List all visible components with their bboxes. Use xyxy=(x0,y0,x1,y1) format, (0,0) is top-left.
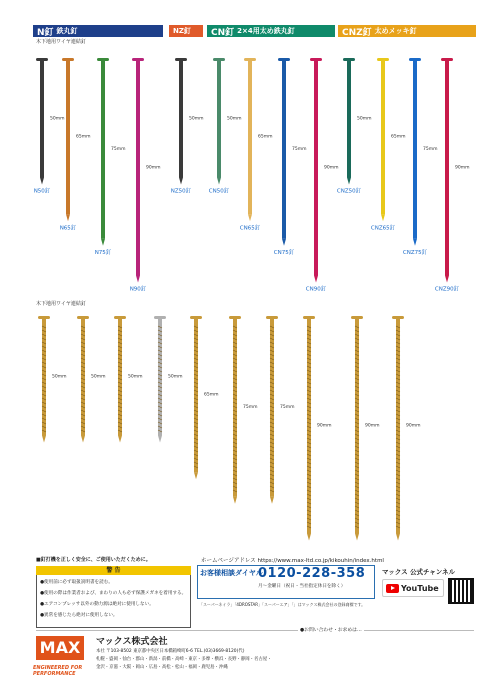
nail-head xyxy=(409,58,421,61)
nail-head xyxy=(213,58,225,61)
warning-box xyxy=(36,566,191,628)
safety-note: ■釘打機を正しく安全に、ご使用いただくために。 xyxy=(36,557,151,563)
homepage-link[interactable]: ホームページアドレス https://www.max-ltd.co.jp/kikouhin/index.html xyxy=(201,558,384,564)
address-line: 本社 〒103-8502 東京都中央区日本橋箱崎町6-6 TEL.(03)3669-8120(代) xyxy=(96,649,245,654)
consult-phone[interactable]: 0120-228-358 xyxy=(258,566,366,581)
nail-label: N75釘 xyxy=(94,249,112,256)
nail-length: 50mm xyxy=(227,116,242,122)
nail-head xyxy=(266,316,278,319)
nail-head xyxy=(303,316,315,319)
nail-shank xyxy=(347,61,351,178)
nail-head xyxy=(244,58,256,61)
section-label-top: 木下地用ワイヤ連結釘 xyxy=(36,39,86,45)
nail-shank xyxy=(40,61,44,178)
address-line: 札幌・盛岡・仙台・郡山・新潟・前橋・高崎・東京・多摩・横浜・長野・静岡・名古屋・ xyxy=(96,657,272,662)
header-cn: CN釘 2×4用太め鉄丸釘 xyxy=(207,25,335,37)
warning-line: ●エアコンプレッサ以外の動力源は絶対に使用しない。 xyxy=(40,602,154,607)
nail-head xyxy=(278,58,290,61)
nail-tip xyxy=(158,436,162,443)
nail-length: 50mm xyxy=(128,374,143,380)
nail-length: 50mm xyxy=(168,374,183,380)
consult-hours: 月～金曜日（祝日・当社指定休日を除く） xyxy=(258,584,346,589)
nail-label: N90釘 xyxy=(129,286,147,293)
nail-head xyxy=(392,316,404,319)
nail-tip xyxy=(42,436,46,443)
nail-head xyxy=(132,58,144,61)
nail-shank xyxy=(445,61,449,276)
nail-tip xyxy=(413,239,417,246)
nail-head xyxy=(229,316,241,319)
nail-length: 90mm xyxy=(365,423,380,429)
nail-label: NZ50釘 xyxy=(170,188,192,195)
nail-head xyxy=(62,58,74,61)
nail-head xyxy=(36,58,48,61)
nail-shank xyxy=(217,61,221,178)
nail-tip xyxy=(217,178,221,185)
nail-label: CN90釘 xyxy=(305,286,327,293)
header-n: N釘 鉄丸釘 xyxy=(33,25,163,37)
nail-shank xyxy=(282,61,286,239)
nail-tip xyxy=(282,239,286,246)
nail-tip xyxy=(314,276,318,283)
nail-tip xyxy=(66,214,70,221)
nail-length: 65mm xyxy=(258,134,273,140)
nail-tip xyxy=(248,214,252,221)
nail-length: 75mm xyxy=(280,404,295,410)
warning-line: ●使用の際は作業者および、まわりの人も必ず保護メガネを着用する。 xyxy=(40,591,187,596)
nail-length: 50mm xyxy=(357,116,372,122)
header-cnz: CNZ釘 太めメッキ釘 xyxy=(338,25,476,37)
nail-head xyxy=(441,58,453,61)
nail-shank xyxy=(66,61,70,214)
nail-tip xyxy=(179,178,183,185)
nail-shank xyxy=(248,61,252,214)
nail-label: CN75釘 xyxy=(273,249,295,256)
nail-tip xyxy=(355,534,359,541)
nail-length: 50mm xyxy=(50,116,65,122)
divider xyxy=(36,630,474,631)
nail-head xyxy=(154,316,166,319)
nail-tip xyxy=(194,472,198,479)
nail-label: CN50釘 xyxy=(208,188,230,195)
nail-head xyxy=(377,58,389,61)
channel-label: マックス 公式チャンネル xyxy=(382,568,456,576)
nail-head xyxy=(343,58,355,61)
warning-line: ●異常を感じたら絶対に使用しない。 xyxy=(40,613,118,618)
nail-length: 65mm xyxy=(391,134,406,140)
nail-label: CNZ65釘 xyxy=(370,225,396,232)
nail-length: 65mm xyxy=(204,392,219,398)
nail-shank xyxy=(136,61,140,276)
nail-label: N50釘 xyxy=(33,188,51,195)
youtube-play-icon xyxy=(386,584,399,593)
nail-label: CNZ50釘 xyxy=(336,188,362,195)
nail-length: 90mm xyxy=(455,165,470,171)
qr-code xyxy=(448,578,474,604)
nail-head xyxy=(97,58,109,61)
tagline: ENGINEERED FOR PERFORMANCE xyxy=(33,665,83,677)
nail-length: 75mm xyxy=(111,146,126,152)
nail-length: 75mm xyxy=(243,404,258,410)
warning-title: 警 告 xyxy=(36,566,191,575)
header-nz: NZ釘 xyxy=(169,25,203,37)
nail-tip xyxy=(40,178,44,185)
nail-head xyxy=(38,316,50,319)
nail-shank xyxy=(179,61,183,178)
section-label-bottom: 木下地用ワイヤ連結釘 xyxy=(36,301,86,307)
nail-length: 90mm xyxy=(406,423,421,429)
nail-tip xyxy=(118,436,122,443)
youtube-badge[interactable] xyxy=(382,579,444,597)
nail-tip xyxy=(347,178,351,185)
company-name: マックス株式会社 xyxy=(96,637,168,647)
nail-length: 50mm xyxy=(52,374,67,380)
nail-head xyxy=(310,58,322,61)
nail-shank xyxy=(314,61,318,276)
nail-tip xyxy=(381,214,385,221)
nail-length: 50mm xyxy=(91,374,106,380)
nail-head xyxy=(175,58,187,61)
nail-tip xyxy=(81,436,85,443)
nail-shank xyxy=(413,61,417,239)
youtube-label: YouTube xyxy=(401,583,439,593)
nail-shank xyxy=(101,61,105,239)
nail-length: 75mm xyxy=(423,146,438,152)
nail-length: 65mm xyxy=(76,134,91,140)
nail-tip xyxy=(445,276,449,283)
dealer-label: ●お問い合わせ・お求めは… xyxy=(300,628,362,633)
nail-label: CN65釘 xyxy=(239,225,261,232)
address-line: 金沢・京滋・大阪・岡山・広島・高松・松山・福岡・鹿児島・沖縄 xyxy=(96,665,228,670)
warning-line: ●使用前に必ず取扱説明書を読む。 xyxy=(40,580,113,585)
nail-length: 90mm xyxy=(324,165,339,171)
nail-head xyxy=(190,316,202,319)
nail-tip xyxy=(307,534,311,541)
trademark-note: 「スーパーネイラ」「4DROSTAR」「スーパーエア」「」はマックス株式会社の登録商標です。 xyxy=(199,602,366,607)
nail-tip xyxy=(136,276,140,283)
nail-head xyxy=(77,316,89,319)
nail-length: 90mm xyxy=(317,423,332,429)
nail-tip xyxy=(270,497,274,504)
nail-length: 90mm xyxy=(146,165,161,171)
nail-tip xyxy=(101,239,105,246)
max-logo: MAX xyxy=(36,636,84,660)
nail-shank xyxy=(381,61,385,214)
nail-tip xyxy=(233,497,237,504)
nail-label: CNZ90釘 xyxy=(434,286,460,293)
nail-length: 50mm xyxy=(189,116,204,122)
consult-title: お客様相談ダイヤル xyxy=(200,569,263,577)
nail-label: CNZ75釘 xyxy=(402,249,428,256)
nail-label: N65釘 xyxy=(59,225,77,232)
nail-head xyxy=(114,316,126,319)
nail-tip xyxy=(396,534,400,541)
nail-head xyxy=(351,316,363,319)
nail-length: 75mm xyxy=(292,146,307,152)
